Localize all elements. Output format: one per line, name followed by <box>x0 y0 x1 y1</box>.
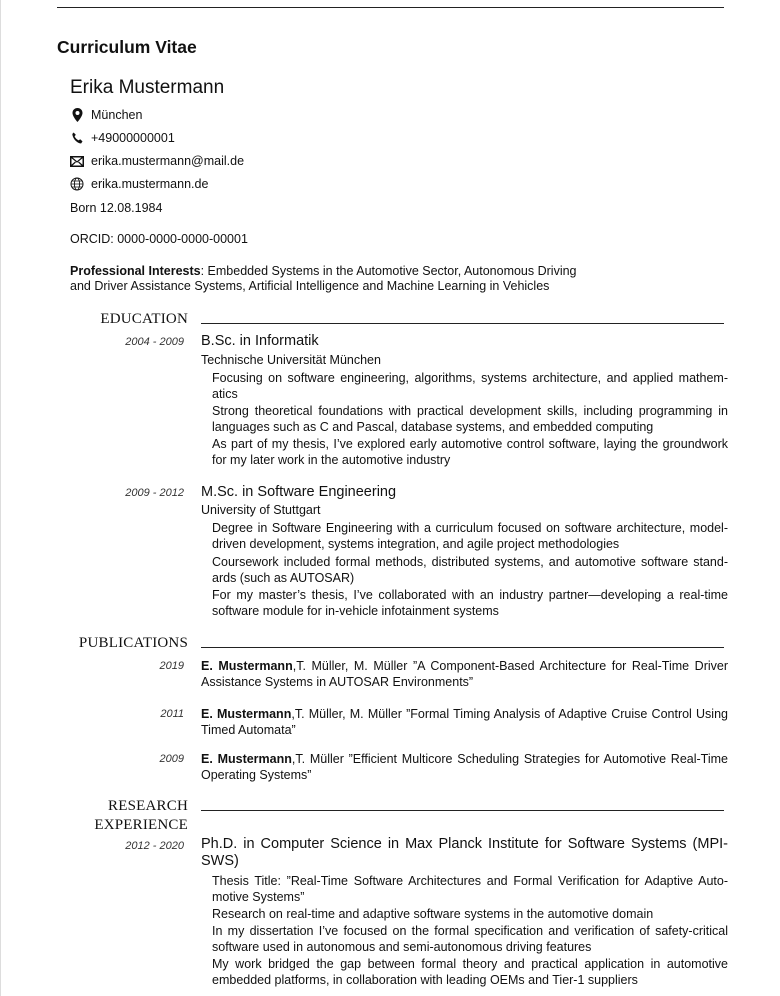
publication-year: 2011 <box>160 708 184 720</box>
publication-author: E. Mustermann <box>201 659 293 673</box>
research-date: 2012 - 2020 <box>125 840 184 852</box>
education-rule <box>201 323 724 324</box>
phone-text: +49000000001 <box>91 131 175 145</box>
person-name: Erika Mustermann <box>70 77 225 98</box>
publication-citation: ,T. Müller ”Efficient Multicore Scheduling Strategies for Automotive Real-Time Operating Systems” <box>201 752 728 782</box>
contact-email[interactable] <box>70 154 244 168</box>
top-rule <box>57 7 724 8</box>
publication-author: E. Mustermann <box>201 752 292 766</box>
page-left-edge <box>0 0 1 996</box>
interests-label: Professional Interests <box>70 264 201 278</box>
contact-city <box>70 108 142 122</box>
research-rule <box>201 810 724 811</box>
publication-entry <box>201 751 728 783</box>
research-bullet: Thesis Title: ”Real-Time Software Architectures and Formal Verification for Adaptive Auto- motive Systems” <box>212 874 728 904</box>
education-bullet: Focusing on software engineering, algorithms, systems architecture, and applied mathem- atics <box>212 371 728 401</box>
section-education-heading: EDUCATION <box>100 311 188 327</box>
publication-author: E. Mustermann <box>201 707 292 721</box>
publications-rule <box>201 647 724 648</box>
publication-citation: ,T. Müller, M. Müller ”A Component-Based Architecture for Real-Time Driver Assistance Systems in AUTOSAR Environments” <box>201 659 728 689</box>
education-bullet: Strong theoretical foundations with practical development skills, including programming in languages such as C and Pascal, database systems, and embedded computing <box>212 404 728 434</box>
orcid: ORCID: 0000-0000-0000-00001 <box>70 232 248 246</box>
research-heading-line1: RESEARCH <box>108 798 188 814</box>
publication-year: 2009 <box>159 753 184 765</box>
publication-year: 2019 <box>159 660 184 672</box>
research-heading-line2: EXPERIENCE <box>94 817 188 833</box>
envelope-icon <box>70 154 84 168</box>
contact-website[interactable] <box>70 177 208 191</box>
institution: Technische Universität München <box>201 353 381 367</box>
publication-entry <box>201 706 728 738</box>
city-text: München <box>91 108 143 122</box>
email-link[interactable]: erika.mustermann@mail.de <box>91 154 245 168</box>
publication-citation: ,T. Müller, M. Müller ”Formal Timing Analysis of Adaptive Cruise Control Using Timed Automata” <box>201 707 728 737</box>
birth-date: Born 12.08.1984 <box>70 201 163 215</box>
education-bullet: For my master’s thesis, I’ve collaborated with an industry partner—developing a real-time software module for in-vehicle infotainment systems <box>212 588 728 618</box>
education-date: 2009 - 2012 <box>125 487 184 499</box>
education-bullet: Degree in Software Engineering with a curriculum focused on software architecture, model- driven development, systems integration, and agile project methodologies <box>212 521 728 551</box>
publication-entry <box>201 658 728 690</box>
contact-phone <box>70 131 175 145</box>
research-title: Ph.D. in Computer Science in Max Planck Institute for Software Systems (MPI-SWS) <box>201 836 728 869</box>
degree-title: B.Sc. in Informatik <box>201 333 319 349</box>
research-bullet: In my dissertation I’ve focused on the formal specification and verification of safety-critical software used in autonomous and semi-autonomous driving features <box>212 924 728 954</box>
location-pin-icon <box>70 108 84 122</box>
education-bullet: As part of my thesis, I’ve explored early automotive control software, laying the groundwork for my later work in the automotive industry <box>212 437 728 467</box>
interests-line2: and Driver Assistance Systems, Artificial Intelligence and Machine Learning in Vehicles <box>70 279 550 293</box>
education-date: 2004 - 2009 <box>125 336 184 348</box>
globe-icon <box>70 177 84 191</box>
section-publications-heading: PUBLICATIONS <box>78 635 188 651</box>
website-link[interactable]: erika.mustermann.de <box>91 177 209 191</box>
research-bullet: Research on real-time and adaptive software systems in the automotive domain <box>212 907 654 921</box>
professional-interests <box>70 264 650 294</box>
interests-line1: : Embedded Systems in the Automotive Sector, Autonomous Driving <box>200 264 577 278</box>
document-title: Curriculum Vitae <box>57 37 197 57</box>
section-research-heading <box>70 797 188 835</box>
phone-icon <box>70 131 84 145</box>
institution: University of Stuttgart <box>201 503 321 517</box>
degree-title: M.Sc. in Software Engineering <box>201 484 397 500</box>
education-bullet: Coursework included formal methods, distributed systems, and automotive software stand- ards (such as AUTOSAR) <box>212 555 728 585</box>
research-bullet: My work bridged the gap between formal theory and practical application in automotive embedded platforms, in collaboration with leading OEMs and Tier-1 suppliers <box>212 957 728 987</box>
